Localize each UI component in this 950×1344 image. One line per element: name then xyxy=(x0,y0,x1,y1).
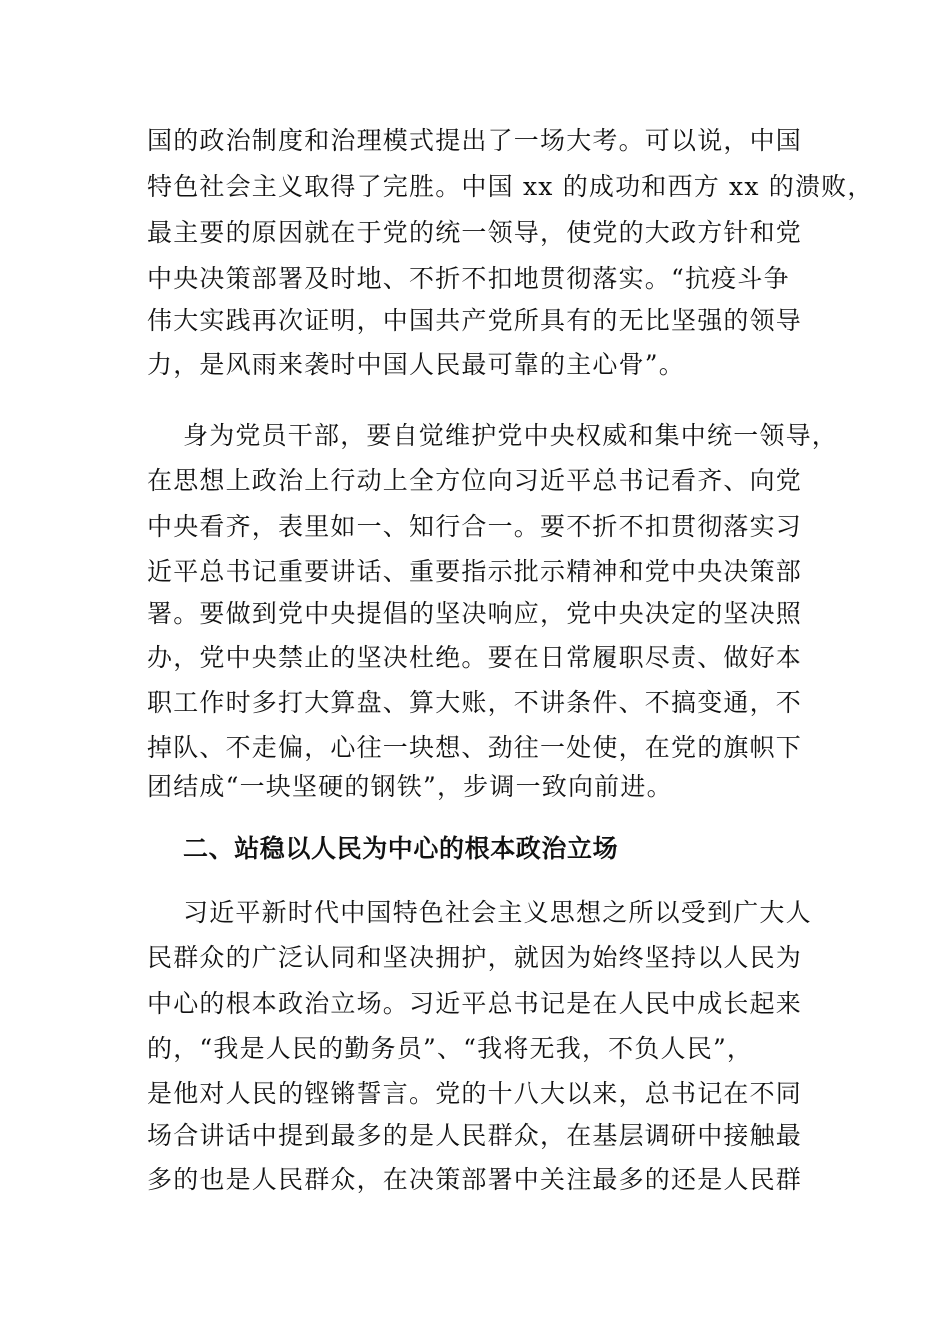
text-line: 力，是风雨来袭时中国人民最可靠的主心骨”。 xyxy=(147,350,685,379)
text-line: 习近平新时代中国特色社会主义思想之所以受到广大人 xyxy=(183,898,812,927)
text-line: 伟大实践再次证明，中国共产党所具有的无比坚强的领导 xyxy=(147,306,803,335)
text-line: 职工作时多打大算盘、算大账，不讲条件、不搞变通，不 xyxy=(147,688,803,717)
text-line: 在思想上政治上行动上全方位向习近平总书记看齐、向党 xyxy=(147,466,803,495)
text-line: 中央决策部署及时地、不折不扣地贯彻落实。“抗疫斗争 xyxy=(147,264,790,293)
text-line: 特色社会主义取得了完胜。中国 xx 的成功和西方 xx 的溃败， xyxy=(147,172,874,201)
text-line: 多的也是人民群众，在决策部署中关注最多的还是人民群 xyxy=(147,1165,803,1194)
text-line: 的，“我是人民的勤务员”、“我将无我，不负人民”， xyxy=(147,1034,754,1063)
text-line: 最主要的原因就在于党的统一领导，使党的大政方针和党 xyxy=(147,218,803,247)
text-line: 中央看齐，表里如一、知行合一。要不折不扣贯彻落实习 xyxy=(147,512,803,541)
text-line: 署。要做到党中央提倡的坚决响应，党中央决定的坚决照 xyxy=(147,599,803,628)
text-line: 是他对人民的铿锵誓言。党的十八大以来，总书记在不同 xyxy=(147,1079,803,1108)
text-line: 身为党员干部，要自觉维护党中央权威和集中统一领导， xyxy=(183,421,839,450)
text-line: 中心的根本政治立场。习近平总书记是在人民中成长起来 xyxy=(147,989,803,1018)
text-line: 近平总书记重要讲话、重要指示批示精神和党中央决策部 xyxy=(147,557,803,586)
text-line: 团结成“一块坚硬的钢铁”，步调一致向前进。 xyxy=(147,772,673,801)
text-line: 场合讲话中提到最多的是人民群众，在基层调研中接触最 xyxy=(147,1121,803,1150)
text-line: 国的政治制度和治理模式提出了一场大考。可以说，中国 xyxy=(147,126,803,155)
text-line: 民群众的广泛认同和坚决拥护，就因为始终坚持以人民为 xyxy=(147,943,803,972)
section-heading: 二、站稳以人民为中心的根本政治立场 xyxy=(183,834,619,863)
text-line: 办，党中央禁止的坚决杜绝。要在日常履职尽责、做好本 xyxy=(147,643,803,672)
text-line: 掉队、不走偏，心往一块想、劲往一处使，在党的旗帜下 xyxy=(147,733,803,762)
